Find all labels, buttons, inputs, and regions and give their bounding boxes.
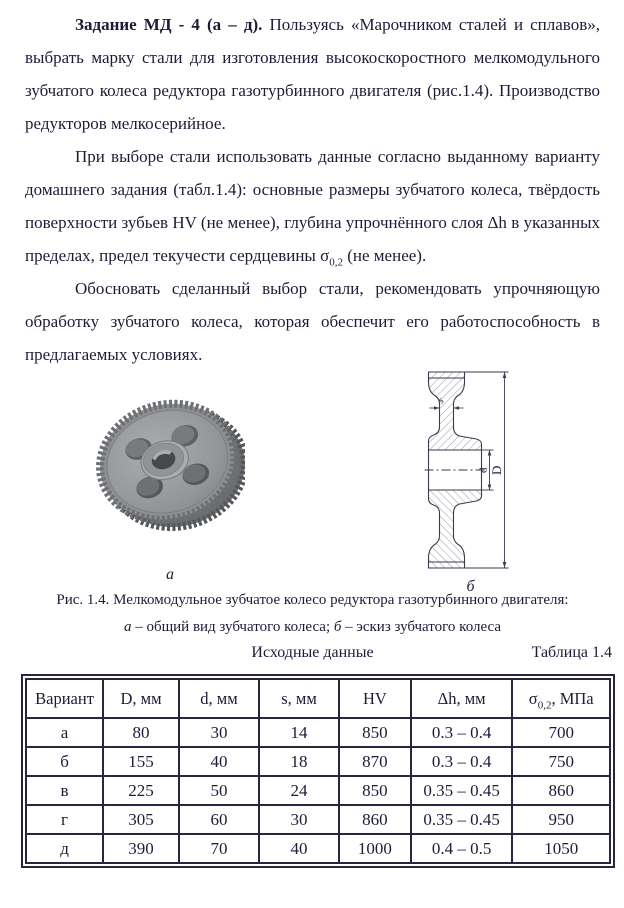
figure-a-label: а [166, 566, 174, 583]
header-d: d, мм [179, 679, 259, 718]
paragraph-conditions [25, 140, 600, 272]
sigma-sub: 0,2 [537, 698, 552, 711]
table-row [26, 805, 610, 834]
value-cell: 24 [259, 776, 339, 805]
header-s: s, мм [259, 679, 339, 718]
value-cell: 305 [103, 805, 179, 834]
value-cell: 700 [512, 718, 610, 747]
value-cell: 14 [259, 718, 339, 747]
header-variant: Вариант [26, 679, 103, 718]
gear-photo-image [95, 373, 245, 559]
value-cell: 850 [339, 776, 411, 805]
figure-row [25, 371, 600, 595]
header-HV: HV [339, 679, 411, 718]
value-cell: 860 [512, 776, 610, 805]
caption-label-b: б [333, 619, 342, 635]
value-cell: 40 [179, 747, 259, 776]
value-cell: 40 [259, 834, 339, 863]
value-cell: 50 [179, 776, 259, 805]
table-row [26, 718, 610, 747]
task-title: Задание МД - 4 (а – д). [75, 15, 263, 34]
table-number: Таблица 1.4 [531, 644, 612, 661]
value-cell: 860 [339, 805, 411, 834]
table-row [26, 776, 610, 805]
table-row [26, 747, 610, 776]
value-cell: 1000 [339, 834, 411, 863]
figure-a [95, 373, 245, 584]
conditions-text-end: (не менее). [343, 246, 427, 265]
value-cell: 870 [339, 747, 411, 776]
variant-cell: а [26, 718, 103, 747]
sigma-base: σ [528, 688, 538, 708]
table-title: Исходные данные [251, 644, 374, 661]
value-cell: 30 [179, 718, 259, 747]
task-body-text: Пользуясь «Марочником сталей и сплавов», выбрать марку стали для изготовления высокоскоростного мелкомодульного зубчатого колеса редуктора газотурбинного двигателя (рис.1.4). Производство редукторов мелкосерийное. [25, 15, 600, 133]
value-cell: 18 [259, 747, 339, 776]
variant-cell: г [26, 805, 103, 834]
gear-3d-group [95, 386, 245, 545]
sigma-units: , МПа [551, 688, 594, 708]
data-table-frame [21, 674, 615, 868]
header-sigma [512, 679, 610, 718]
caption-b-text: – эскиз зубчатого колеса [341, 619, 502, 635]
value-cell: 750 [512, 747, 610, 776]
value-cell: 0.3 – 0.4 [411, 747, 513, 776]
value-cell: 225 [103, 776, 179, 805]
variant-cell: в [26, 776, 103, 805]
value-cell: 850 [339, 718, 411, 747]
value-cell: 0.35 – 0.45 [411, 805, 513, 834]
value-cell: 70 [179, 834, 259, 863]
value-cell: 80 [103, 718, 179, 747]
gear-sketch-image [424, 369, 517, 571]
value-cell: 60 [179, 805, 259, 834]
caption-line2 [25, 614, 600, 641]
dim-s-label: s [435, 395, 447, 407]
data-table [25, 678, 611, 864]
value-cell: 155 [103, 747, 179, 776]
caption-a-text: – общий вид зубчатого колеса; [131, 619, 334, 635]
figure-b-label: б [466, 578, 475, 595]
value-cell: 1050 [512, 834, 610, 863]
table-title-row [25, 644, 612, 670]
paragraph-justify-choice: Обосновать сделанный выбор стали, рекомендовать упрочняющую обработку зубчатого колеса, которая обеспечит его работоспособность в предлагаемых условиях. [25, 279, 600, 364]
value-cell: 0.3 – 0.4 [411, 718, 513, 747]
caption-line1: Рис. 1.4. Мелкомодульное зубчатое колесо редуктора газотурбинного двигателя: [56, 592, 569, 608]
value-cell: 950 [512, 805, 610, 834]
variant-cell: д [26, 834, 103, 863]
variant-cell: б [26, 747, 103, 776]
dim-d-label: d [477, 467, 490, 473]
paragraph-task [25, 8, 600, 140]
sigma-subscript: 0,2 [329, 256, 343, 269]
header-dh: Δh, мм [411, 679, 513, 718]
conditions-text: При выборе стали использовать данные согласно выданному варианту домашнего задания (табл.1.4): основные размеры зубчатого колеса, твёрдость поверхности зубьев HV (не менее), глубина упрочнённого слоя Δh в указанных пределах, предел текучести сердцевины σ [25, 147, 600, 265]
table-header-row [26, 679, 610, 718]
value-cell: 30 [259, 805, 339, 834]
table-row [26, 834, 610, 863]
dim-D-label: D [489, 465, 504, 475]
header-D: D, мм [103, 679, 179, 718]
value-cell: 0.4 – 0.5 [411, 834, 513, 863]
figure-b [423, 369, 518, 596]
value-cell: 0.35 – 0.45 [411, 776, 513, 805]
caption-label-a: а [123, 619, 132, 635]
value-cell: 390 [103, 834, 179, 863]
